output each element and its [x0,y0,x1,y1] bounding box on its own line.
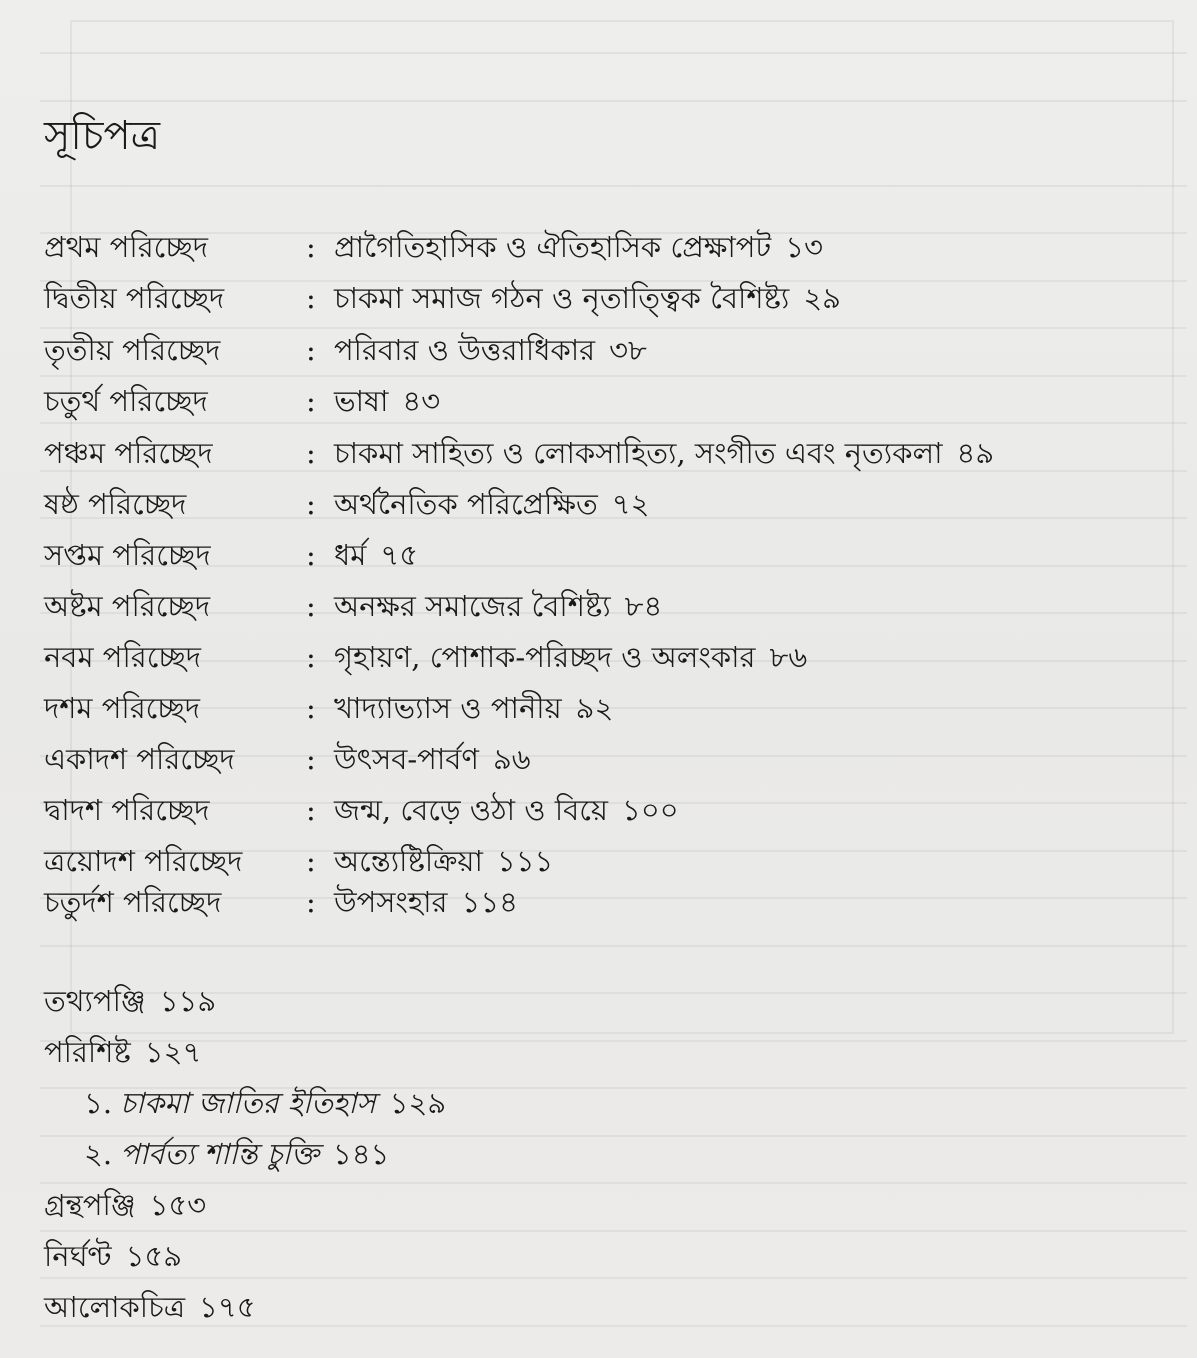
references-label: তথ্যপঞ্জি [44,984,146,1018]
page-number: ৩৮ [609,333,647,367]
bibliography-label: গ্রন্থপঞ্জি [44,1188,136,1222]
page-number: ১৪১ [332,1137,390,1171]
page-number: ১১৯ [159,984,217,1018]
chapter-separator: : [306,384,316,418]
toc-entry-index [44,1235,182,1277]
appendix-item-title: চাকমা জাতির ইতিহাস [120,1086,376,1120]
chapter-name: চতুর্দশ পরিচ্ছেদ [44,885,222,919]
chapter-topic: জন্ম, বেড়ে ওঠা ও বিয়ে [334,793,609,827]
chapter-topic: ধর্ম [334,538,367,572]
chapter-name: প্রথম পরিচ্ছেদ [44,230,209,264]
page-number: ১০০ [622,793,679,827]
chapter-name: দ্বিতীয় পরিচ্ছেদ [44,281,225,315]
chapter-entry [334,585,662,627]
toc-entry-bibliography [44,1184,206,1226]
chapter-entry [334,277,841,319]
chapter-name: একাদশ পরিচ্ছেদ [44,742,235,776]
bleed-line [40,422,1187,424]
page-number: ১৩ [785,230,823,264]
chapter-separator: : [306,589,316,623]
chapter-topic: চাকমা সমাজ গঠন ও নৃতাত্ত্বিক বৈশিষ্ট্য [334,281,790,315]
chapter-name: নবম পরিচ্ছেদ [44,640,202,674]
bleed-line [40,100,1187,102]
chapter-topic: অন্ত্যেষ্টিক্রিয়া [334,844,483,878]
chapter-topic: গৃহায়ণ, পোশাক-পরিচ্ছদ ও অলংকার [334,640,756,674]
appendix-item-title: পার্বত্য শান্তি চুক্তি [120,1137,319,1171]
page-number: ২৯ [803,281,841,315]
bleed-line [40,1277,1187,1279]
page-number: ১৫৩ [149,1188,207,1222]
chapter-name: ষষ্ঠ পরিচ্ছেদ [44,487,187,521]
chapter-entry [334,329,647,371]
bleed-line [40,707,1187,709]
bleed-line [40,185,1187,187]
bleed-line [40,945,1187,947]
appendix-item-number: ২. [84,1137,113,1171]
chapter-separator: : [306,333,316,367]
chapter-separator: : [306,487,316,521]
chapter-name: পঞ্চম পরিচ্ছেদ [44,436,213,470]
toc-entry-references [44,980,216,1022]
chapter-topic: অর্থনৈতিক পরিপ্রেক্ষিত [334,487,598,521]
chapter-separator: : [306,230,316,264]
chapter-separator: : [306,885,316,919]
chapter-entry [334,534,418,576]
page-number: ৭৫ [380,538,419,572]
page-number: ১১১ [496,844,554,878]
chapter-topic: প্রাগৈতিহাসিক ও ঐতিহাসিক প্রেক্ষাপট [334,230,772,264]
chapter-separator: : [306,538,316,572]
bleed-line [40,565,1187,567]
page-number: ১৫৯ [125,1239,183,1273]
bleed-line [40,1182,1187,1184]
page-number: ৭২ [611,487,650,521]
page-number: ৮৪ [624,589,663,623]
chapter-entry [334,687,613,729]
chapter-topic: ভাষা [334,384,389,418]
bleed-line [40,375,1187,377]
photographs-label: আলোকচিত্র [44,1290,186,1324]
chapter-entry [334,840,553,882]
toc-entry-appendix-item [84,1133,389,1175]
chapter-name: সপ্তম পরিচ্ছেদ [44,538,211,572]
chapter-separator: : [306,844,316,878]
chapter-separator: : [306,640,316,674]
chapter-entry [334,789,679,831]
chapter-name: ত্রয়োদশ পরিচ্ছেদ [44,844,243,878]
chapter-separator: : [306,281,316,315]
chapter-name: চতুর্থ পরিচ্ছেদ [44,384,208,418]
page-number: ৪৩ [402,384,441,418]
chapter-entry [334,226,823,268]
page-title: সূচিপত্র [44,113,160,159]
chapter-topic: উপসংহার [334,885,448,919]
page-number: ৯৬ [492,742,531,776]
page-number: ১১৪ [461,885,518,919]
toc-entry-photographs [44,1286,256,1328]
chapter-name: দ্বাদশ পরিচ্ছেদ [44,793,210,827]
bleed-line [40,1040,1187,1042]
chapter-entry [334,483,649,525]
page-number: ১৭৫ [199,1290,256,1324]
bleed-line [40,1230,1187,1232]
appendix-item-number: ১. [84,1086,113,1120]
chapter-topic: পরিবার ও উত্তরাধিকার [334,333,596,367]
chapter-entry [334,380,440,422]
chapter-topic: উৎসব-পার্বণ [334,742,479,776]
page-number: ৯২ [575,691,614,725]
chapter-entry [334,636,807,678]
page-number: ৪৯ [956,436,995,470]
chapter-separator: : [306,742,316,776]
chapter-entry [334,738,531,780]
chapter-topic: খাদ্যাভ্যাস ও পানীয় [334,691,562,725]
chapter-topic: চাকমা সাহিত্য ও লোকসাহিত্য, সংগীত এবং নৃত্যকলা [334,436,943,470]
chapter-topic: অনক্ষর সমাজের বৈশিষ্ট্য [334,589,611,623]
chapter-entry [334,881,518,923]
page-number: ১২৯ [389,1086,447,1120]
page-number: ৮৬ [769,640,808,674]
toc-entry-appendix-item [84,1082,446,1124]
chapter-name: অষ্টম পরিচ্ছেদ [44,589,211,623]
bleed-line [40,52,1187,54]
toc-entry-appendix [44,1031,201,1073]
chapter-name: তৃতীয় পরিচ্ছেদ [44,333,221,367]
chapter-name: দশম পরিচ্ছেদ [44,691,200,725]
chapter-separator: : [306,436,316,470]
page-number: ১২৭ [144,1035,202,1069]
chapter-entry [334,432,994,474]
index-label: নির্ঘণ্ট [44,1239,112,1273]
chapter-separator: : [306,691,316,725]
appendix-label: পরিশিষ্ট [44,1035,131,1069]
chapter-separator: : [306,793,316,827]
